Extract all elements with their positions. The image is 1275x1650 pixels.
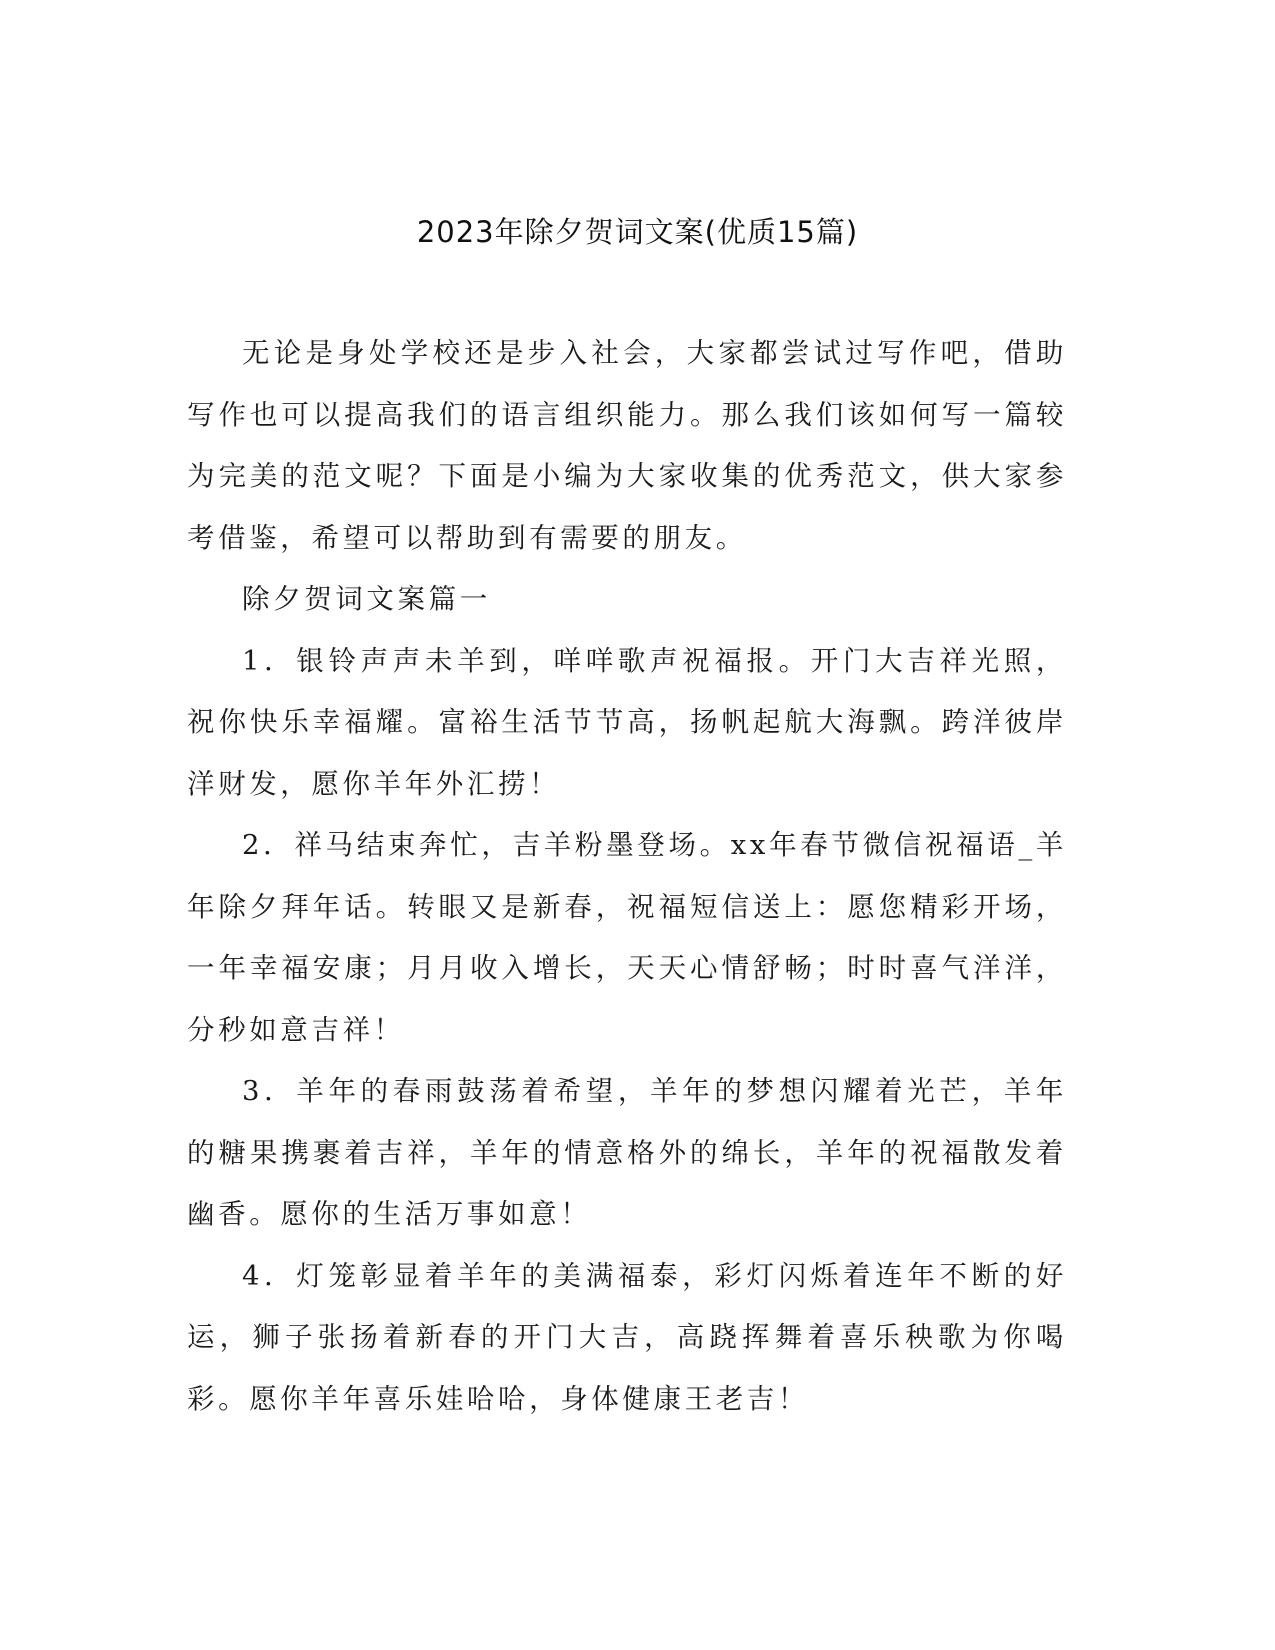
list-item: 2．祥马结束奔忙，吉羊粉墨登场。xx年春节微信祝福语_羊年除夕拜年话。转眼又是新春，祝福短信送上：愿您精彩开场，一年幸福安康；月月收入增长，天天心情舒畅；时时喜气洋洋，分秒如意吉祥！	[187, 829, 1067, 1046]
intro-paragraph: 无论是身处学校还是步入社会，大家都尝试过写作吧，借助写作也可以提高我们的语言组织能力。那么我们该如何写一篇较为完美的范文呢？下面是小编为大家收集的优秀范文，供大家参考借鉴，希望可以帮助到有需要的朋友。	[187, 337, 1067, 554]
document-title: 2023年除夕贺词文案(优质15篇)	[416, 215, 859, 249]
list-item: 1．银铃声声未羊到，咩咩歌声祝福报。开门大吉祥光照，祝你快乐幸福耀。富裕生活节节高，扬帆起航大海飘。跨洋彼岸洋财发，愿你羊年外汇捞！	[187, 644, 1067, 800]
list-item: 3．羊年的春雨鼓荡着希望，羊年的梦想闪耀着光芒，羊年的糖果携裹着吉祥，羊年的情意格外的绵长，羊年的祝福散发着幽香。愿你的生活万事如意！	[187, 1075, 1067, 1230]
section-heading: 除夕贺词文案篇一	[242, 583, 491, 615]
list-item: 4．灯笼彰显着羊年的美满福泰，彩灯闪烁着连年不断的好运，狮子张扬着新春的开门大吉，高跷挥舞着喜乐秧歌为你喝彩。愿你羊年喜乐娃哈哈，身体健康王老吉！	[187, 1259, 1067, 1415]
document-body	[187, 323, 1067, 1430]
